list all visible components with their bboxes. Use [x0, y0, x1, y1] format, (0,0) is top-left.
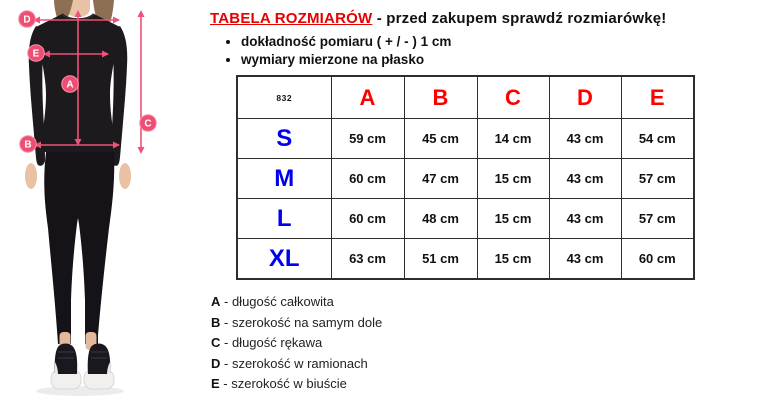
value-cell: 57 cm — [621, 199, 694, 239]
column-header-a: A — [331, 76, 404, 119]
title-bullets — [210, 34, 762, 67]
marker-d-label: D — [23, 14, 31, 26]
marker-e-label: E — [32, 48, 40, 60]
legend-letter: B — [211, 314, 221, 330]
bullet-measurement-accuracy: • dokładność pomiaru ( + / - ) 1 cm — [241, 34, 762, 49]
page-title-main: TABELA ROZMIARÓW — [210, 10, 373, 27]
legend-letter: E — [211, 376, 220, 391]
model-photo — [0, 0, 210, 414]
page-title — [210, 10, 762, 27]
column-header-e: E — [621, 76, 694, 119]
value-cell: 54 cm — [621, 119, 694, 159]
legend-item-e — [211, 376, 382, 391]
table-row-s — [237, 119, 694, 159]
size-table — [236, 75, 695, 280]
legend-letter: C — [211, 335, 221, 350]
legend-separator: - — [220, 335, 232, 350]
model-number: 832 — [237, 76, 331, 119]
legend-text: długość całkowita — [231, 294, 334, 309]
value-cell: 59 cm — [331, 119, 404, 159]
measurement-legend — [211, 294, 382, 397]
legend-separator: - — [219, 376, 232, 391]
page-title-suffix: - przed zakupem sprawdź rozmiarówkę! — [372, 10, 667, 27]
value-cell: 14 cm — [477, 119, 549, 159]
table-row-xl — [237, 239, 694, 280]
value-cell: 15 cm — [477, 239, 549, 280]
legend-separator: - — [220, 294, 232, 309]
legend-item-b — [211, 315, 382, 330]
value-cell: 43 cm — [549, 159, 621, 199]
hand-right — [119, 163, 131, 189]
marker-c-label: C — [144, 118, 152, 130]
sneaker-upper-right — [88, 344, 111, 375]
hand-left — [25, 163, 37, 189]
value-cell: 43 cm — [549, 239, 621, 280]
table-row-l — [237, 199, 694, 239]
marker-b-label: B — [24, 139, 32, 151]
size-label-l: L — [237, 199, 331, 239]
size-label-xl: XL — [237, 239, 331, 280]
value-cell: 15 cm — [477, 159, 549, 199]
legend-text: szerokość na samym dole — [231, 314, 383, 330]
column-header-d: D — [549, 76, 621, 119]
leggings — [44, 152, 114, 344]
measurement-diagram — [0, 0, 210, 414]
legend-text: szerokość w ramionach — [231, 355, 368, 371]
legend-item-c — [211, 335, 382, 350]
legend-separator: - — [220, 355, 232, 371]
size-label-s: S — [237, 119, 331, 159]
value-cell: 43 cm — [549, 119, 621, 159]
bullet-flat-measurement: • wymiary mierzone na płasko — [241, 52, 762, 67]
legend-separator: - — [220, 314, 232, 330]
value-cell: 47 cm — [404, 159, 477, 199]
column-header-c: C — [477, 76, 549, 119]
sneaker-upper-left — [55, 344, 78, 375]
value-cell: 15 cm — [477, 199, 549, 239]
size-label-m: M — [237, 159, 331, 199]
value-cell: 60 cm — [621, 239, 694, 280]
legend-item-a — [211, 294, 382, 309]
value-cell: 45 cm — [404, 119, 477, 159]
marker-a-label: A — [66, 79, 74, 91]
value-cell: 48 cm — [404, 199, 477, 239]
column-header-b: B — [404, 76, 477, 119]
legend-letter: D — [211, 355, 221, 371]
legend-text: szerokość w biuście — [231, 376, 347, 391]
value-cell: 57 cm — [621, 159, 694, 199]
legend-text: długość rękawa — [231, 335, 323, 350]
value-cell: 60 cm — [331, 159, 404, 199]
title-block — [210, 10, 762, 70]
size-table-header-row — [237, 76, 694, 119]
value-cell: 63 cm — [331, 239, 404, 280]
value-cell: 43 cm — [549, 199, 621, 239]
legend-letter: A — [211, 294, 221, 309]
value-cell: 51 cm — [404, 239, 477, 280]
table-row-m — [237, 159, 694, 199]
legend-item-d — [211, 356, 382, 371]
value-cell: 60 cm — [331, 199, 404, 239]
